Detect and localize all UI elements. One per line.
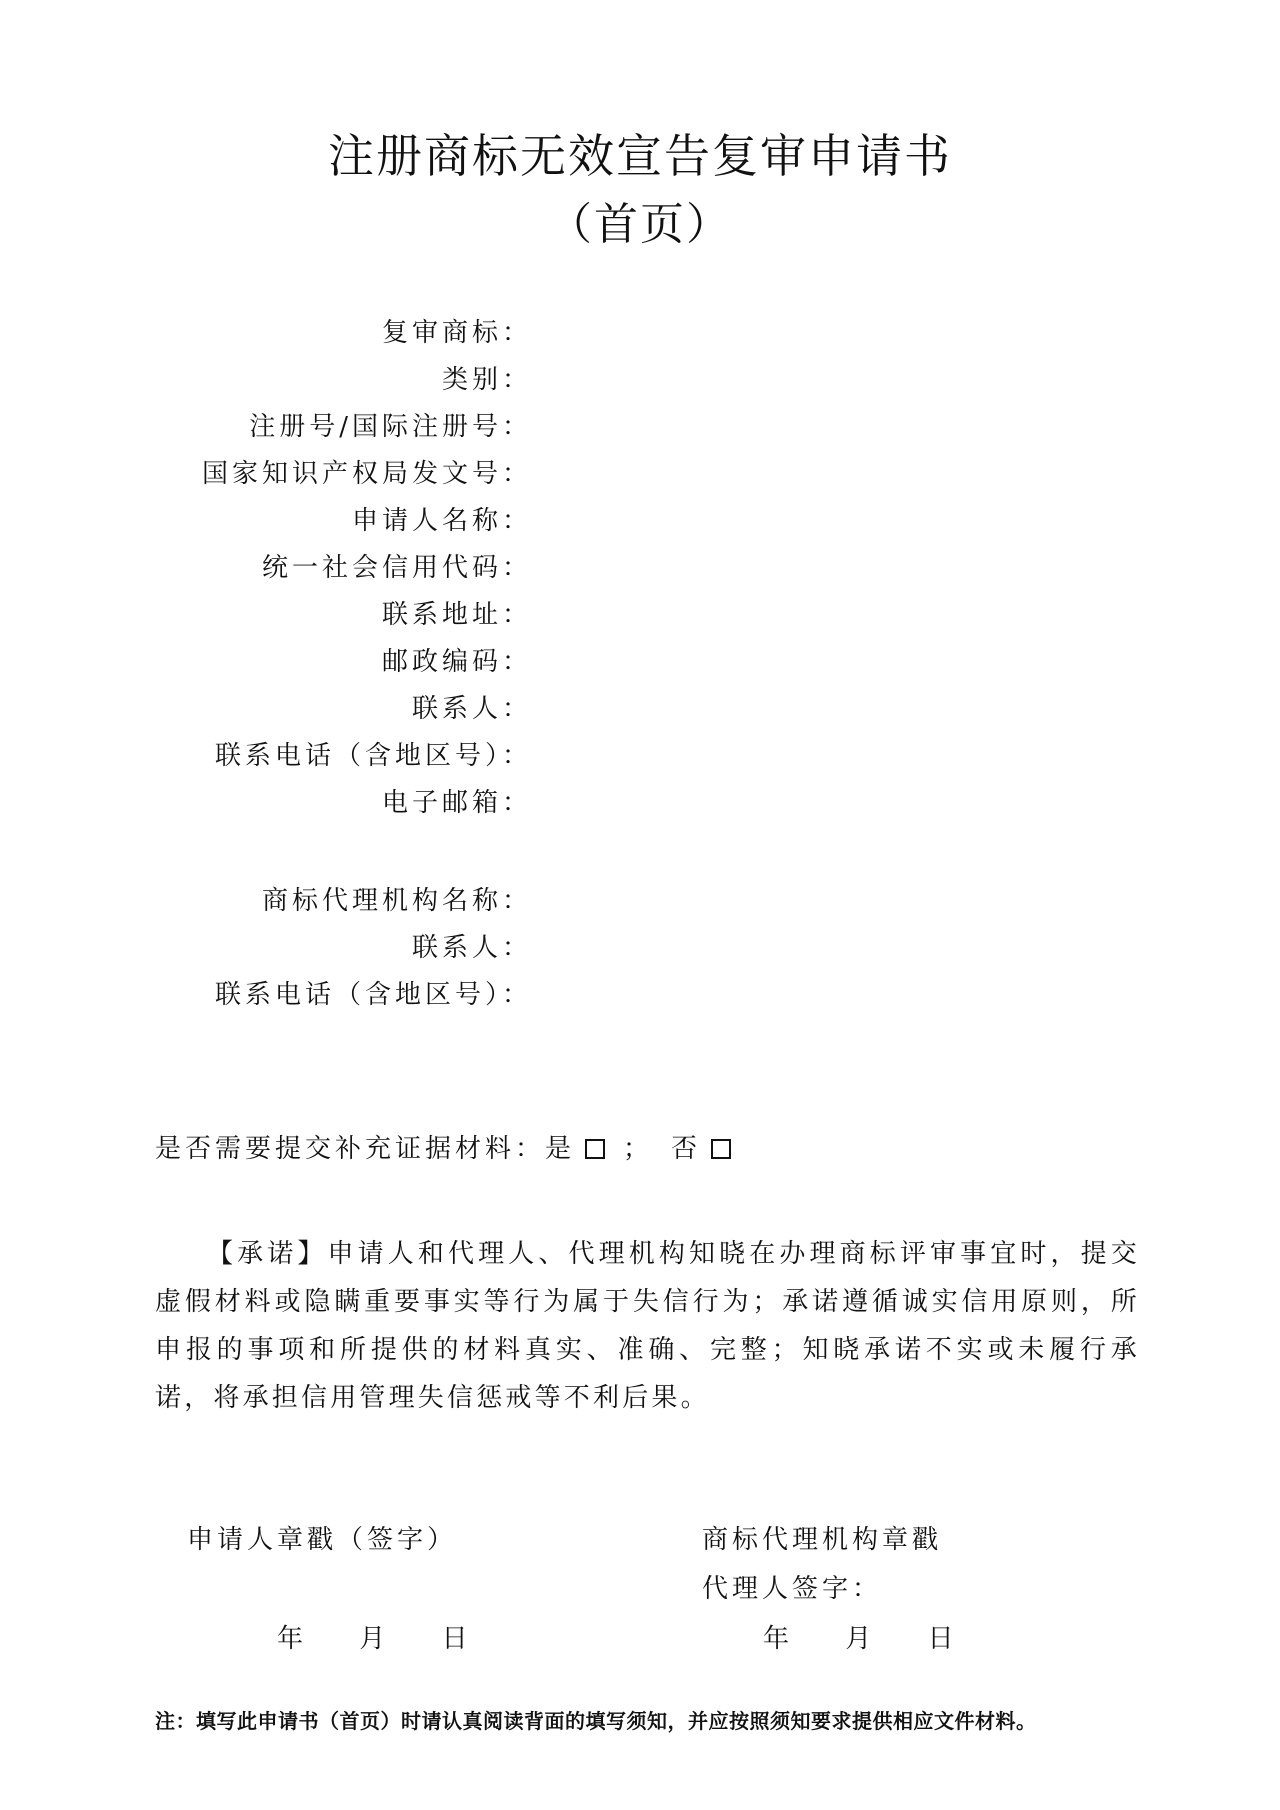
evidence-yes-checkbox[interactable] [585, 1139, 605, 1159]
field-label-email: 电子邮箱： [381, 788, 532, 818]
field-label-reg-no: 注册号/国际注册号： [249, 412, 532, 442]
applicant-date-day: 日 [441, 1624, 468, 1654]
evidence-separator: ； [623, 1134, 654, 1164]
field-label-agent-contact: 联系人： [411, 933, 532, 963]
field-label-address: 联系地址： [381, 600, 532, 630]
agent-signature-label: 代理人签字： [702, 1574, 883, 1604]
agency-date [763, 1626, 954, 1652]
evidence-yes-label: 是 [545, 1134, 576, 1164]
evidence-no-checkbox[interactable] [711, 1139, 731, 1159]
footnote: 注：填写此申请书（首页）时请认真阅读背面的填写须知，并应按照须知要求提供相应文件材料。 [155, 1709, 1037, 1733]
applicant-date-month: 月 [359, 1624, 386, 1654]
agency-date-day: 日 [927, 1624, 954, 1654]
field-label-review-mark: 复审商标： [381, 318, 532, 348]
field-label-phone: 联系电话（含地区号）： [214, 741, 532, 771]
evidence-question: 是否需要提交补充证据材料： [155, 1134, 546, 1164]
field-label-contact: 联系人： [411, 694, 532, 724]
field-label-credit-code: 统一社会信用代码： [261, 553, 532, 583]
agency-date-month: 月 [845, 1624, 872, 1654]
applicant-date [277, 1626, 468, 1652]
field-label-agent-phone: 联系电话（含地区号）： [214, 980, 532, 1010]
document-subtitle: （首页） [548, 199, 732, 250]
field-label-agency-name: 商标代理机构名称： [261, 886, 532, 916]
agency-seal-label: 商标代理机构章戳 [702, 1525, 943, 1555]
applicant-date-year: 年 [277, 1624, 304, 1654]
field-label-applicant-name: 申请人名称： [351, 506, 532, 536]
agency-date-year: 年 [763, 1624, 790, 1654]
applicant-seal-label: 申请人章戳（签字） [187, 1525, 458, 1555]
field-label-postcode: 邮政编码： [381, 647, 532, 677]
document-title: 注册商标无效宣告复审申请书 [328, 129, 952, 183]
evidence-question-row [155, 1136, 745, 1162]
field-label-class: 类别： [441, 365, 532, 395]
pledge-paragraph: 【承诺】申请人和代理人、代理机构知晓在办理商标评审事宜时，提交虚假材料或隐瞒重要事实等行为属于失信行为；承诺遵循诚实信用原则，所申报的事项和所提供的材料真实、准确、完整；知晓承诺不实或未履行承诺，将承担信用管理失信惩戒等不利后果。 [155, 1239, 1140, 1413]
field-label-cnipa-doc-no: 国家知识产权局发文号： [201, 459, 532, 489]
evidence-no-label: 否 [671, 1134, 702, 1164]
